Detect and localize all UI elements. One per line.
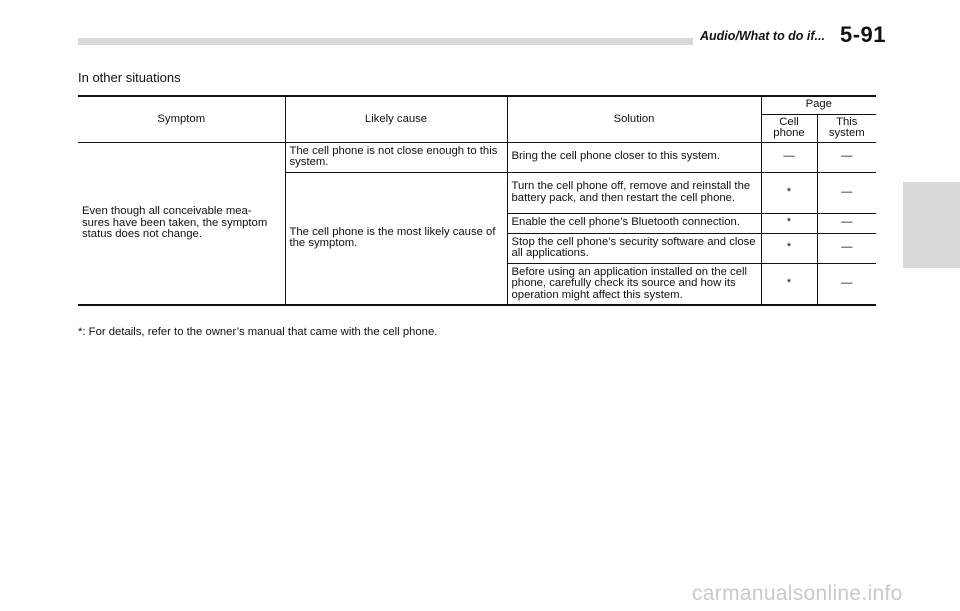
header-solution: Solution bbox=[507, 96, 761, 142]
footnote: *: For details, refer to the owner’s manual that came with the cell phone. bbox=[78, 326, 438, 338]
header-cell-phone: Cell phone bbox=[761, 114, 817, 142]
cell-phone-page-cell: * bbox=[761, 172, 817, 213]
header-likely-cause: Likely cause bbox=[285, 96, 507, 142]
cell-phone-page-cell: * bbox=[761, 213, 817, 233]
table-header-row bbox=[78, 96, 876, 114]
header-symptom: Symptom bbox=[157, 112, 206, 125]
this-system-page-cell: — bbox=[817, 172, 876, 213]
cell-phone-page-cell: * bbox=[761, 263, 817, 305]
chapter-side-tab bbox=[903, 182, 960, 268]
this-system-page-cell: — bbox=[817, 142, 876, 172]
cause-cell: The cell phone is the most likely cause of the symptom. bbox=[285, 172, 507, 305]
table-row bbox=[78, 142, 876, 172]
this-system-page-cell: — bbox=[817, 263, 876, 305]
this-system-page-cell: — bbox=[817, 233, 876, 263]
solution-cell: Stop the cell phone’s security software and close all applications. bbox=[507, 233, 761, 263]
troubleshooting-table bbox=[78, 95, 876, 306]
symptom-cell: Even though all conceivable mea- sures have been taken, the symptom status does not change. bbox=[82, 205, 268, 240]
solution-cell: Before using an application installed on the cell phone, carefully check its source and how its operation might affect this system. bbox=[507, 263, 761, 305]
cell-phone-page-cell: — bbox=[761, 142, 817, 172]
page-number: 5-91 bbox=[840, 22, 887, 47]
header-rule-bar bbox=[78, 38, 693, 45]
watermark-text: carmanualsonline.info bbox=[692, 582, 903, 605]
cell-phone-page-cell: * bbox=[761, 233, 817, 263]
cause-cell: The cell phone is not close enough to this system. bbox=[285, 142, 507, 172]
section-heading: In other situations bbox=[78, 70, 181, 85]
section-label: Audio/What to do if... bbox=[700, 29, 825, 43]
solution-cell: Turn the cell phone off, remove and reinstall the battery pack, and then restart the cell phone. bbox=[507, 172, 761, 213]
header-this-system: This system bbox=[817, 114, 876, 142]
header-page: Page bbox=[761, 96, 876, 114]
solution-cell: Bring the cell phone closer to this system. bbox=[507, 142, 761, 172]
solution-cell: Enable the cell phone’s Bluetooth connection. bbox=[507, 213, 761, 233]
this-system-page-cell: — bbox=[817, 213, 876, 233]
